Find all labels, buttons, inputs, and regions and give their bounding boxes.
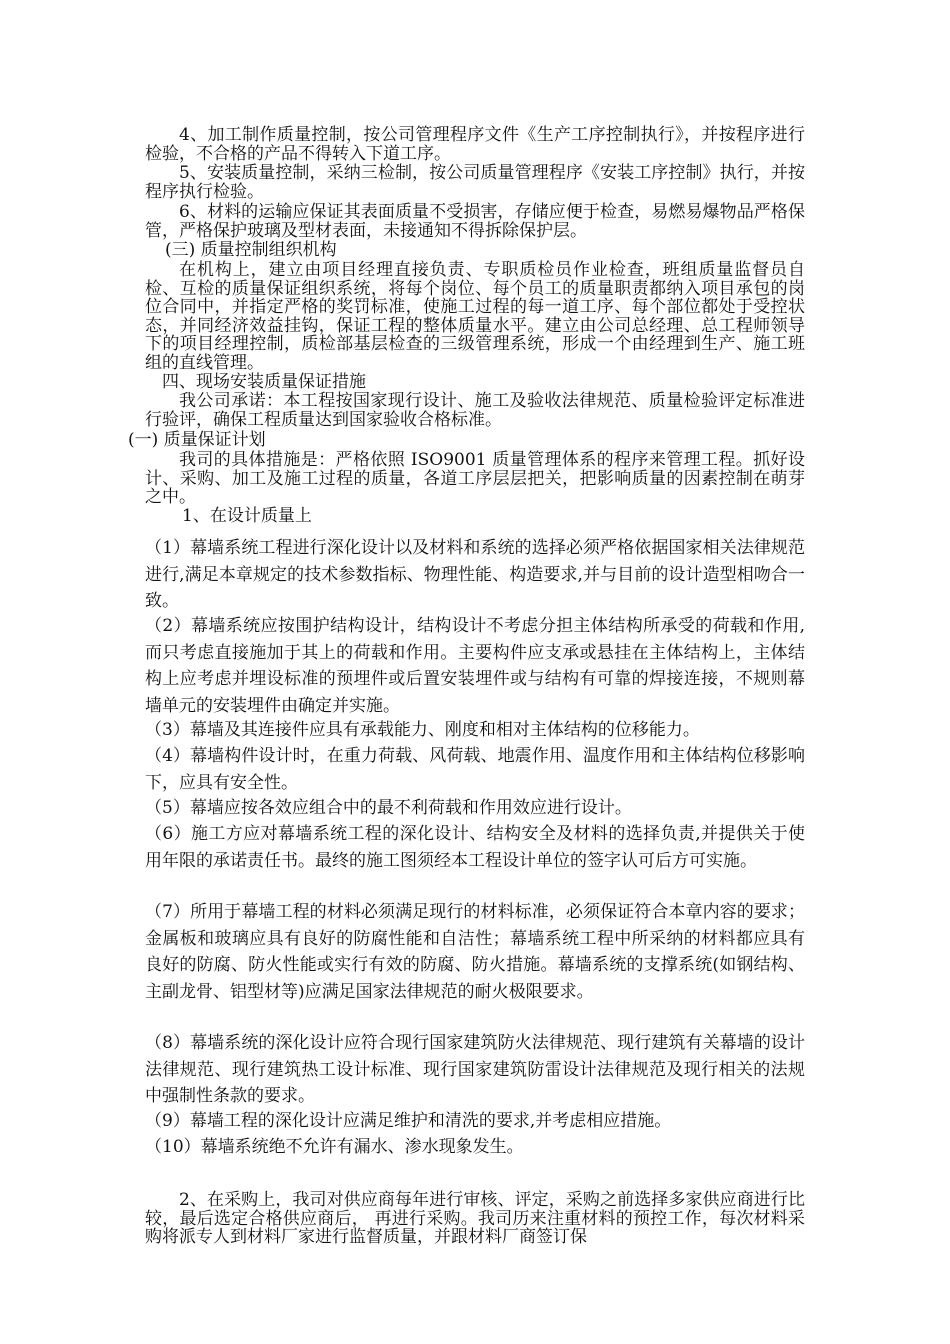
paragraph-installation-quality: 5、安装质量控制，采纳三检制，按公司质量管理程序《安装工序控制》执行，并按程序执行检验。 [145, 163, 805, 202]
list-item-5: （5）幕墙应按各效应组合中的最不利荷载和作用效应进行设计。 [145, 798, 632, 818]
list-item-6: （6）施工方应对幕墙系统工程的深化设计、结构安全及材料的选择负责,并提供关于使用年限的承诺责任书。最终的施工图须经本工程设计单位的签字认可后方可实施。 [145, 824, 805, 871]
list-item-10: （10）幕墙系统绝不允许有漏水、渗水现象发生。 [145, 1137, 524, 1157]
paragraph-material-transport: 6、材料的运输应保证其表面质量不受损害，存储应便于检查，易燃易爆物品严格保管，严格保护玻璃及型材表面，未接通知不得拆除保护层。 [145, 202, 805, 241]
paragraph-processing-quality: 4、加工制作质量控制，按公司管理程序文件《生产工序控制执行》，并按程序进行检验，不合格的产品不得转入下道工序。 [145, 125, 805, 164]
section-heading-site-install: 四、现场安装质量保证措施 [162, 372, 366, 392]
paragraph-org-structure: 在机构上，建立由项目经理直接负责、专职质检员作业检查，班组质量监督员自检、互检的质量保证组织系统，将每个岗位、每个员工的质量职责都纳入项目承包的岗位合同中，并指定严格的奖罚标准，使施工过程的每一道工序、每个部位都处于受控状态，并同经济效益挂钩，保证工程的整体质量水平。建立由公司总经理、总工程师领导下的项目经理控制，质检部基层检查的三级管理系统，形成一个由经理到生产、施工班组的直线管理。 [145, 260, 805, 373]
list-item-2: （2）幕墙系统应按围护结构设计，结构设计不考虑分担主体结构所承受的荷载和作用, 而只考虑直接施加于其上的荷载和作用。主要构件应支承或悬挂在主体结构上，主体结构上应考虑并埋设标准的预埋件或后置安装埋件或与结构有可靠的焊接连接，不规则幕墙单元的安装埋件由确定并实施。 [145, 616, 805, 716]
subheading-design-quality: 1、在设计质量上 [182, 506, 312, 526]
list-item-9: （9）幕墙工程的深化设计应满足维护和清洗的要求,并考虑相应措施。 [145, 1111, 672, 1131]
paragraph-procurement: 2、在采购上，我司对供应商每年进行审核、评定，采购之前选择多家供应商进行比较，最后选定合格供应商后， 再进行采购。我司历来注重材料的预控工作，每次材料采购将派专人到材料厂家进行监督质量，并跟材料厂商签订保 [145, 1190, 805, 1247]
list-item-7: （7）所用于幕墙工程的材料必须满足现行的材料标准，必须保证符合本章内容的要求；金属板和玻璃应具有良好的防腐性能和自洁性；幕墙系统工程中所采纳的材料都应具有良好的防腐、防火性能或实行有效的防腐、防火措施。幕墙系统的支撑系统(如钢结构、主副龙骨、铝型材等)应满足国家法律规范的耐火极限要求。 [145, 902, 805, 1002]
paragraph-company-commitment: 我公司承诺：本工程按国家现行设计、施工及验收法律规范、质量检验评定标准进行验评，确保工程质量达到国家验收合格标准。 [145, 391, 805, 430]
paragraph-specific-measures: 我司的具体措施是：严格依照 ISO9001 质量管理体系的程序来管理工程。抓好设计、采购、加工及施工过程的质量，各道工序层层把关，把影响质量的因素控制在萌芽之中。 [145, 450, 805, 507]
list-item-1: （1）幕墙系统工程进行深化设计以及材料和系统的选择必须严格依据国家相关法律规范进行,满足本章规定的技术参数指标、物理性能、构造要求,并与目前的设计造型相吻合一致。 [145, 538, 805, 611]
list-item-8: （8）幕墙系统的深化设计应符合现行国家建筑防火法律规范、现行建筑有关幕墙的设计法律规范、现行建筑热工设计标准、现行国家建筑防雷设计法律规范及现行相关的法规中强制性条款的要求。 [145, 1033, 805, 1106]
section-heading-org: (三) 质量控制组织机构 [165, 240, 337, 260]
list-item-4: （4）幕墙构件设计时，在重力荷载、风荷载、地震作用、温度作用和主体结构位移影响下，应具有安全性。 [145, 746, 805, 793]
list-item-3: （3）幕墙及其连接件应具有承载能力、刚度和相对主体结构的位移能力。 [145, 720, 700, 740]
section-heading-quality-plan: (一) 质量保证计划 [128, 430, 266, 450]
